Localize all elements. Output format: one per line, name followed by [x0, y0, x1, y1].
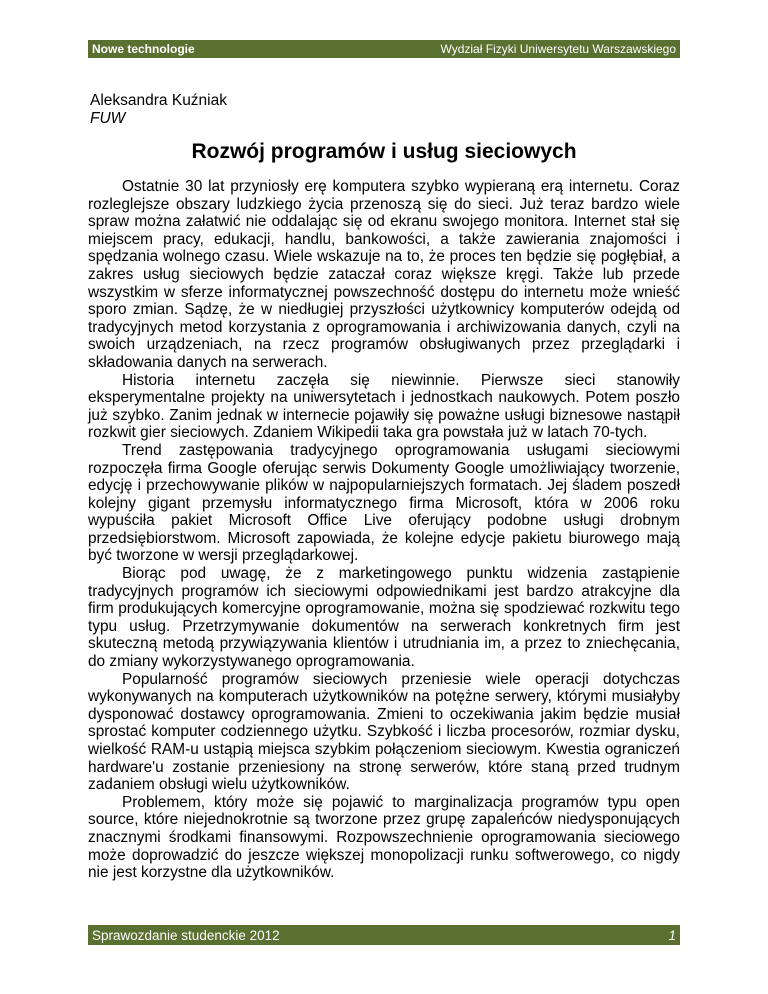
paragraph: Trend zastępowania tradycyjnego oprogramowania usługami sieciowymi rozpoczęła firma Google oferując serwis Dokumenty Google umożliwiający tworzenie, edycję i przechowywanie plików w najpopularniejszych formatach. Jej śladem poszedł kolejny gigant przemysłu informatycznego firma Microsoft, która w 2006 roku wypuściła pakiet Microsoft Office Live oferujący podobne usługi drobnym przedsiębiorstwom. Microsoft zapowiada, że kolejne edycje pakietu biurowego mają być tworzone w wersji przeglądarkowej.: [88, 441, 680, 565]
paragraph: Biorąc pod uwagę, że z marketingowego punktu widzenia zastąpienie tradycyjnych programów ich sieciowymi odpowiednikami jest bardzo atrakcyjne dla firm produkujących komercyjne oprogramowanie, można się spodziewać rozkwitu tego typu usług. Przetrzymywanie dokumentów na serwerach konkretnych firm jest skuteczną metodą przywiązywania klientów i utrudniania im, a przez to zniechęcania, do zmiany wykorzystywanego oprogramowania.: [88, 565, 680, 671]
page-number: 1: [668, 927, 676, 943]
article-body: [88, 178, 680, 882]
paragraph: Problemem, który może się pojawić to marginalizacja programów typu open source, które niejednokrotnie są tworzone przez grupę zapaleńców niedysponujących znacznymi środkami finansowymi. Rozpowszechnienie oprogramowania sieciowego może doprowadzić do jeszcze większej monopolizacji runku softwerowego, co nigdy nie jest korzystne dla użytkowników.: [88, 793, 680, 882]
author-affiliation: FUW: [90, 110, 126, 127]
page-footer: [88, 925, 680, 945]
footer-report-label: Sprawozdanie studenckie 2012: [92, 927, 280, 943]
paragraph: Ostatnie 30 lat przyniosły erę komputera szybko wypieraną erą internetu. Coraz rozleglejsze obszary ludzkiego życia przenoszą się do sieci. Już teraz bardzo wiele spraw można załatwić nie oddalając się od ekranu swojego monitora. Internet stał się miejscem pracy, edukacji, handlu, bankowości, a także zawierania znajomości i spędzania wolnego czasu. Wiele wskazuje na to, że proces ten będzie się pogłębiał, a zakres usług sieciowych będzie zataczał coraz większe kręgi. Także lub przede wszystkim w sferze informatycznej powszechność dostępu do internetu może wnieść sporo zmian. Sądzę, że w niedługiej przyszłości użytkownicy komputerów odejdą od tradycyjnych metod korzystania z oprogramowania i archiwizowania danych, czyli na swoich urządzeniach, na rzecz programów obsługiwanych przez przeglądarki i składowania danych na serwerach.: [88, 178, 680, 371]
page-header: [88, 40, 680, 58]
paragraph: Historia internetu zaczęła się niewinnie. Pierwsze sieci stanowiły eksperymentalne projekty na uniwersytetach i jednostkach naukowych. Potem poszło już szybko. Zanim jednak w internecie pojawiły się poważne usługi biznesowe nastąpił rozkwit gier sieciowych. Zdaniem Wikipedii taka gra powstała już w latach 70-tych.: [88, 371, 680, 442]
header-institution: Wydział Fizyki Uniwersytetu Warszawskiego: [440, 42, 676, 56]
paragraph: Popularność programów sieciowych przeniesie wiele operacji dotychczas wykonywanych na komputerach użytkowników na potężne serwery, którymi musiałyby dysponować dostawcy oprogramowania. Zmieni to oczekiwania jakim będzie musiał sprostać komputer codziennego użytku. Szybkość i liczba procesorów, rozmiar dysku, wielkość RAM-u ustąpią miejsca szybkim połączeniom sieciowym. Kwestia ograniczeń hardware'u zostanie przeniesiony na stronę serwerów, które staną przed trudnym zadaniem obsługi wielu użytkowników.: [88, 670, 680, 794]
document-title: Rozwój programów i usług sieciowych: [191, 140, 577, 163]
author-block: [90, 92, 227, 128]
author-name: Aleksandra Kuźniak: [90, 92, 227, 109]
header-section-title: Nowe technologie: [92, 42, 195, 56]
